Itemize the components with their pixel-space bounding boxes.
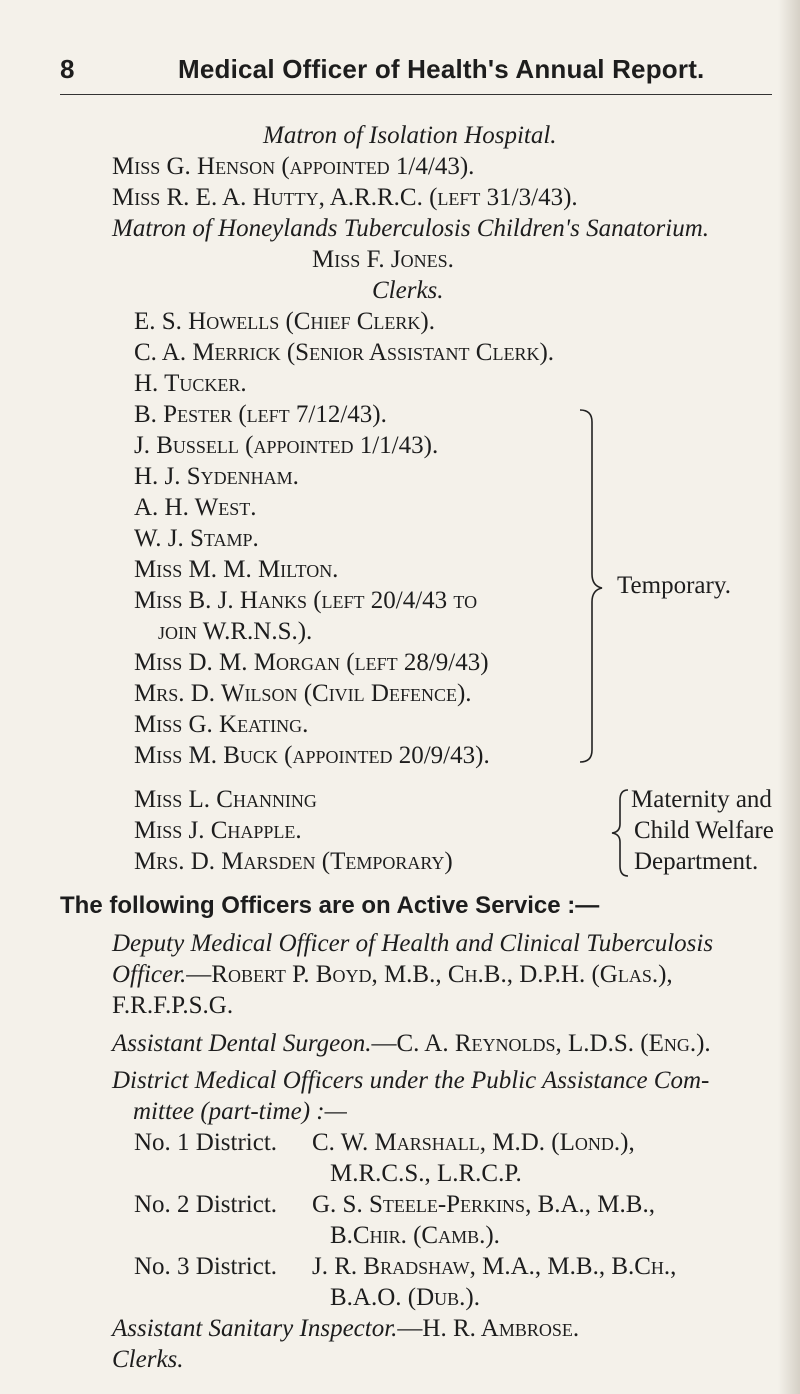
active-clerk-4 bbox=[299, 1364, 320, 1370]
clerks-heading: Clerks. bbox=[372, 277, 444, 304]
district-2-name: G. S. Steele-Perkins, B.A., M.B., bbox=[312, 1191, 655, 1218]
sanitary-name: —H. R. Ambrose. bbox=[397, 1315, 580, 1342]
active-clerks-heading: Clerks. bbox=[112, 1346, 184, 1373]
maternity-clerk-2: Miss J. Chapple. bbox=[134, 817, 302, 844]
district-2-label: No. 2 District. bbox=[134, 1191, 278, 1218]
honeylands-name: Miss F. Jones. bbox=[312, 246, 454, 273]
temp-clerk-7-cont: join W.R.N.S.). bbox=[158, 618, 313, 645]
maternity-clerk-3: Mrs. D. Marsden (Temporary) bbox=[134, 848, 453, 875]
temp-clerk-1: B. Pester (left 7/12/43). bbox=[134, 401, 387, 428]
isolation-heading: Matron of Isolation Hospital. bbox=[263, 122, 557, 149]
deputy-title-cont: Officer. bbox=[112, 961, 187, 988]
active-clerk-6 bbox=[360, 1364, 384, 1370]
active-clerk-3 bbox=[214, 1364, 298, 1370]
page-number: 8 bbox=[60, 54, 75, 84]
deputy-name: —Robert P. Boyd, M.B., Ch.B., D.P.H. (Glas.), bbox=[186, 961, 673, 988]
district-1-name: C. W. Marshall, M.D. (Lond.), bbox=[312, 1129, 635, 1156]
temp-clerk-5: W. J. Stamp. bbox=[134, 525, 259, 552]
temp-clerk-4: A. H. West. bbox=[134, 494, 257, 521]
district-3-name: J. R. Bradshaw, M.A., M.B., B.Ch., bbox=[312, 1253, 677, 1280]
dental-name: —C. A. Reynolds, L.D.S. (Eng.). bbox=[371, 1030, 711, 1057]
maternity-clerk-1: Miss L. Channing bbox=[134, 786, 317, 813]
active-clerk-5 bbox=[322, 1364, 359, 1370]
temporary-label: Temporary. bbox=[617, 572, 731, 599]
isolation-line-2: Miss R. E. A. Hutty, A.R.R.C. (left 31/3/43). bbox=[112, 184, 578, 211]
maternity-label-1: Maternity and bbox=[631, 786, 772, 813]
temp-clerk-8: Miss D. M. Morgan (left 28/9/43) bbox=[134, 649, 489, 676]
district-1-label: No. 1 District. bbox=[134, 1129, 278, 1156]
report-title: Medical Officer of Health's Annual Report. bbox=[178, 54, 705, 84]
district-3-label: No. 3 District. bbox=[134, 1253, 278, 1280]
deputy-name-cont: F.R.F.P.S.G. bbox=[112, 992, 234, 1019]
page-header bbox=[60, 54, 772, 95]
deputy-line-2 bbox=[112, 959, 673, 990]
clerk-line-2: C. A. Merrick (Senior Assistant Clerk). bbox=[134, 339, 555, 366]
clerk-line-3: H. Tucker. bbox=[134, 370, 247, 397]
maternity-brace bbox=[610, 788, 632, 878]
temp-clerk-10: Miss G. Keating. bbox=[134, 711, 309, 738]
district-3-name-cont: B.A.O. (Dub.). bbox=[330, 1284, 480, 1311]
isolation-line-1: Miss G. Henson (appointed 1/4/43). bbox=[112, 153, 475, 180]
temp-clerk-6: Miss M. M. Milton. bbox=[134, 556, 339, 583]
temp-clerk-7: Miss B. J. Hanks (left 20/4/43 to bbox=[134, 587, 478, 614]
active-clerks-overflow bbox=[134, 1365, 384, 1370]
honeylands-heading: Matron of Honeylands Tuberculosis Children's Sanatorium. bbox=[112, 215, 710, 242]
maternity-label-3: Department. bbox=[634, 848, 759, 875]
active-clerk-1 bbox=[134, 1364, 180, 1370]
district-title-cont: mittee (part-time) :— bbox=[133, 1098, 347, 1125]
sanitary-line bbox=[112, 1313, 579, 1344]
district-title: District Medical Officers under the Public Assistance Com- bbox=[112, 1067, 710, 1094]
temp-clerk-3: H. J. Sydenham. bbox=[134, 463, 299, 490]
district-2-name-cont: B.Chir. (Camb.). bbox=[330, 1222, 500, 1249]
temporary-brace bbox=[574, 406, 604, 766]
temp-clerk-9: Mrs. D. Wilson (Civil Defence). bbox=[134, 680, 472, 707]
sanitary-title: Assistant Sanitary Inspector. bbox=[112, 1315, 398, 1342]
clerk-line-1: E. S. Howells (Chief Clerk). bbox=[134, 308, 435, 335]
temp-clerk-2: J. Bussell (appointed 1/1/43). bbox=[134, 432, 439, 459]
maternity-label-2: Child Welfare bbox=[634, 817, 774, 844]
active-service-heading: The following Officers are on Active Service :— bbox=[60, 892, 600, 919]
deputy-title: Deputy Medical Officer of Health and Clinical Tuberculosis bbox=[112, 930, 714, 957]
district-1-name-cont: M.R.C.S., L.R.C.P. bbox=[330, 1160, 522, 1187]
temp-clerk-11: Miss M. Buck (appointed 20/9/43). bbox=[134, 742, 490, 769]
page-edge-shadow bbox=[778, 0, 800, 1394]
dental-line bbox=[112, 1028, 711, 1059]
dental-title: Assistant Dental Surgeon. bbox=[112, 1030, 372, 1057]
active-clerk-2 bbox=[182, 1364, 213, 1370]
